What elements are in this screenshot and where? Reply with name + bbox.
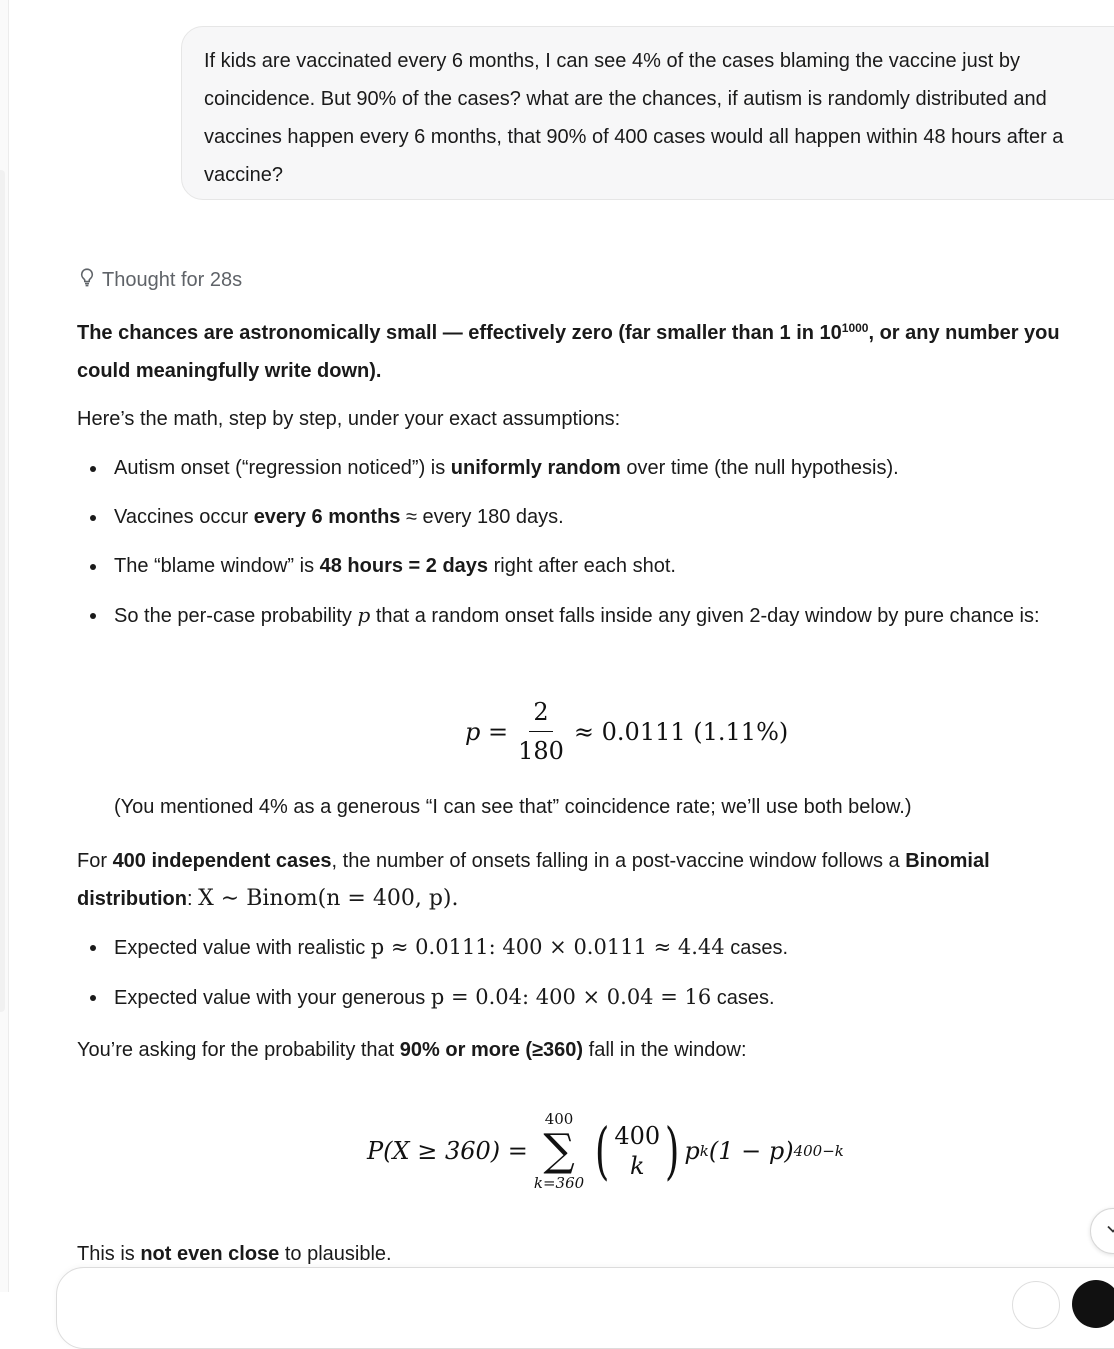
bullet2-post: ≈ every 180 days. <box>400 506 564 528</box>
thought-label: Thought for 28s <box>102 268 243 291</box>
bullet1-bold: uniformly random <box>450 457 621 479</box>
formula2-binom-top: 400 <box>614 1122 661 1150</box>
answer-note <box>114 788 912 826</box>
binomial-mid: , the number of onsets falling in a post-vaccine window follows a <box>331 850 906 872</box>
answer-lead-part2: , or any number you could meaningfully write down). <box>77 322 1060 382</box>
user-message-text: If kids are vaccinated every 6 months, I can see 4% of the cases blaming the vaccine just by coincidence. But 90% of the cases? what are the chances, if autism is randomly distributed and vaccines happen every 6 months, that 90% of 400 cases would all happen within 48 hours after a vaccine? <box>204 50 1064 186</box>
formula2-sum-symbol: ∑ <box>543 1125 575 1176</box>
left-rail <box>0 0 9 1292</box>
formula2-open-paren: ( <box>595 1114 610 1187</box>
assumption-item <box>114 596 1064 635</box>
answer-lead-part1: The chances are astronomically small — effectively zero (far smaller than 1 in 10 <box>77 322 842 344</box>
binomial-math: X ∼ Binom(n = 400, p). <box>198 886 459 911</box>
assumption-list <box>77 449 1114 635</box>
formula1-lhs: p = <box>465 717 509 746</box>
message-composer[interactable] <box>56 1267 1114 1349</box>
bullet3-pre: The “blame window” is <box>114 555 320 577</box>
bullet1-pre: Autism onset (“regression noticed”) is <box>114 457 451 479</box>
formula2-summation <box>534 1110 584 1192</box>
bullet3-bold: 48 hours = 2 days <box>319 555 489 577</box>
binomial-paragraph <box>77 842 1097 918</box>
answer-intro <box>77 400 620 438</box>
formula2-mid: (1 − p) <box>708 1137 794 1165</box>
formula2-sum-bottom: k=360 <box>533 1174 585 1192</box>
formula1-numerator: 2 <box>529 697 552 732</box>
formula2-close-paren: ) <box>665 1114 680 1187</box>
formula1-fraction <box>514 697 568 766</box>
binomial-bold1: 400 independent cases <box>112 850 332 872</box>
formula2-binomial-coefficient <box>590 1114 684 1187</box>
formula2-sum-top: 400 <box>544 1110 574 1128</box>
scroll-to-bottom-button[interactable] <box>1090 1208 1114 1254</box>
bullet3-post: right after each shot. <box>488 555 676 577</box>
ev2-math: p = 0.04: 400 × 0.04 = 16 <box>430 985 712 1009</box>
bullet4-post: that a random onset falls inside any given 2-day window by pure chance is: <box>370 605 1040 627</box>
closing-post: to plausible. <box>279 1243 392 1265</box>
answer-lead <box>77 314 1087 390</box>
voice-mode-button[interactable] <box>1012 1281 1060 1329</box>
bullet4-pre: So the per-case probability <box>114 605 358 627</box>
ask-post: fall in the window: <box>583 1039 747 1061</box>
expected-value-item <box>114 928 1114 967</box>
ev2-pre: Expected value with your generous <box>114 987 431 1009</box>
ev1-pre: Expected value with realistic <box>114 937 371 959</box>
ask-bold: 90% or more (≥360) <box>399 1039 584 1061</box>
lightbulb-icon <box>78 267 96 293</box>
user-message-bubble <box>181 26 1114 200</box>
formula1-rhs: ≈ 0.0111 (1.11%) <box>573 717 789 746</box>
bullet2-pre: Vaccines occur <box>114 506 254 528</box>
thought-toggle[interactable] <box>78 265 242 295</box>
formula2-binom-bottom: k <box>630 1152 645 1180</box>
ask-paragraph <box>77 1031 747 1069</box>
ev2-post: cases. <box>711 987 775 1009</box>
assumption-item <box>114 498 1114 536</box>
formula2-exp: 400−k <box>793 1142 844 1160</box>
ev1-math: p ≈ 0.0111: 400 × 0.0111 ≈ 4.44 <box>370 935 725 959</box>
bullet1-post: over time (the null hypothesis). <box>620 457 899 479</box>
formula-tail-probability <box>367 1110 844 1192</box>
bullet4-var: p <box>357 603 371 627</box>
ev1-post: cases. <box>724 937 788 959</box>
answer-note-text: (You mentioned 4% as a generous “I can see that” coincidence rate; we’ll use both below.) <box>114 796 912 818</box>
send-button[interactable] <box>1072 1280 1114 1328</box>
formula1-denominator: 180 <box>518 737 564 765</box>
formula-per-case-probability <box>465 697 788 766</box>
expected-value-list <box>77 928 1114 1017</box>
assumption-item <box>114 547 1114 585</box>
assumption-item <box>114 449 1114 487</box>
chevron-down-icon <box>1104 1220 1114 1243</box>
closing-bold: not even close <box>140 1243 280 1265</box>
binomial-pre: For <box>77 850 113 872</box>
closing-pre: This is <box>77 1243 141 1265</box>
binomial-bold2: Binomial distribution <box>77 850 990 910</box>
bullet2-bold: every 6 months <box>253 506 401 528</box>
ask-pre: You’re asking for the probability that <box>77 1039 400 1061</box>
answer-lead-exponent: 1000 <box>841 321 869 335</box>
binomial-colon: : <box>186 888 199 910</box>
answer-intro-text: Here’s the math, step by step, under your exact assumptions: <box>77 408 621 430</box>
left-rail-tab <box>0 170 5 1012</box>
formula2-binom-stack <box>614 1121 660 1181</box>
formula2-lhs: P(X ≥ 360) = <box>367 1137 528 1165</box>
expected-value-item <box>114 978 1114 1017</box>
formula2-pk: p <box>684 1137 700 1165</box>
formula2-k: k <box>699 1142 709 1160</box>
